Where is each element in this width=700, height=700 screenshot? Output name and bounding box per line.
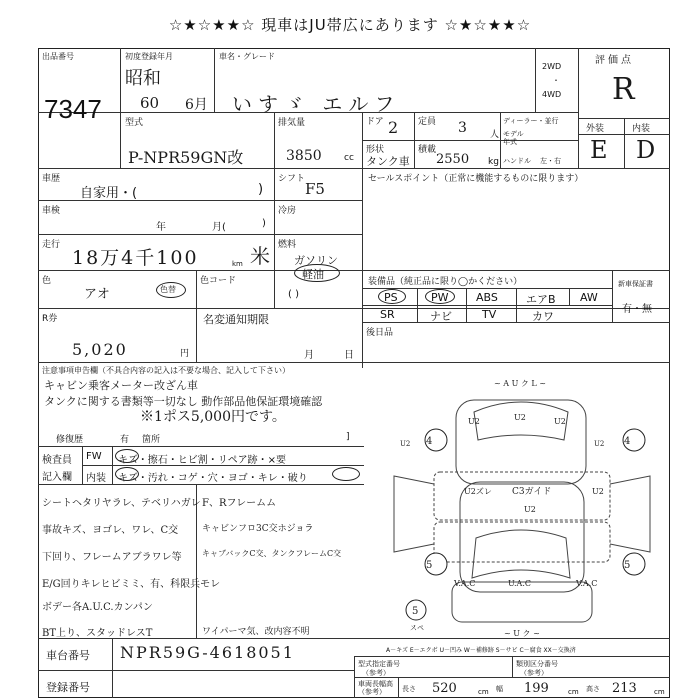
repair-close: ] <box>346 432 350 442</box>
bottom-mark: ~ U ク ~ <box>504 629 540 638</box>
fuel-gas: ガソリン <box>294 254 338 267</box>
remark-left-3: 下回り、フレームアブラワレ等 <box>42 552 182 563</box>
chassis-label: 車台番号 <box>46 649 90 662</box>
shift-label: シフト <box>278 174 306 184</box>
damage-legend: A－キズ E－エクボ U－凹み W－補修跡 S－サビ C－腐食 XX－交換済 <box>386 647 576 654</box>
category-label: 類別区分番号 <box>516 660 558 668</box>
repair-place: 箇所 <box>142 435 161 445</box>
designation-ref: （参考） <box>362 669 390 677</box>
inspection-year: 年 <box>156 222 166 233</box>
drive-4wd: 4WD <box>542 90 562 99</box>
page-banner: ☆★☆★★☆ 現車はJU帯広にあります ☆★☆★★☆ <box>168 16 532 34</box>
equip-leather: カワ <box>532 310 554 323</box>
door-value: 2 <box>388 118 399 137</box>
spare-tire: 5 <box>412 606 419 617</box>
ext-score: E <box>590 136 608 164</box>
car-label: 車名・グレード <box>219 52 275 61</box>
shape-value: タンク車 <box>366 155 410 168</box>
notes-label: 注意事項申告欄（不具合内容の記入は不要な場合、記入して下さい） <box>42 366 290 375</box>
height-unit: cm <box>654 688 665 696</box>
recycle-label: R券 <box>42 314 58 324</box>
chassis-value: NPR59G-4618051 <box>120 643 295 662</box>
drive-dot: ・ <box>552 76 560 85</box>
mark-1: U2 <box>468 417 480 426</box>
dealer-label: ディーラー・並行 <box>503 117 559 125</box>
cap-value: 3 <box>458 120 467 136</box>
lot-number: 7347 <box>44 94 102 124</box>
shape-label: 形状 <box>366 145 385 155</box>
cap-unit: 人 <box>490 130 500 140</box>
mark-3: U2 <box>554 417 566 426</box>
equipment-label: 装備品（純正品に限り◯かください） <box>368 277 523 287</box>
load-value: 2550 <box>436 152 470 167</box>
width-value: 199 <box>524 681 549 696</box>
fw-label: FW <box>86 451 102 462</box>
remark-left-5: ボデー各A.U.C.カンパン <box>42 602 153 613</box>
notice-label: 名変通知期限 <box>203 313 269 326</box>
remark-left-4: E/G回りキレヒビミミ、有、科限兵モレ <box>42 579 221 590</box>
width-unit: cm <box>568 688 579 696</box>
mark-4: U2ズレ <box>464 487 492 496</box>
inspector-label1: 検査員 <box>42 455 72 466</box>
shift-value: F5 <box>305 180 325 198</box>
sales-point-label: セールスポイント（正常に機能するものに限ります） <box>368 174 584 184</box>
mark-2: U2 <box>514 413 526 422</box>
int-label: 内装 <box>632 124 651 134</box>
ext-label: 外装 <box>586 124 605 134</box>
disp-value: 3850 <box>286 148 322 164</box>
score-label: 評価点 <box>595 55 634 66</box>
reg-year: 60 <box>140 94 160 112</box>
fuel-light-oil: 軽油 <box>302 268 324 281</box>
mark-12: U2 <box>594 440 605 448</box>
repair-label: 修復歴 <box>56 435 84 445</box>
tire-fl: 4 <box>426 436 433 447</box>
drive-2wd: 2WD <box>542 62 562 71</box>
height-value: 213 <box>612 681 637 696</box>
fuel-paren: ( ) <box>288 289 299 300</box>
width-label: 幅 <box>496 685 503 693</box>
handle-options: 左・右 <box>540 157 561 165</box>
notice-day: 日 <box>344 350 354 361</box>
top-mark: ~ A U ク L ~ <box>494 379 546 388</box>
regno-label: 登録番号 <box>46 681 90 694</box>
load-unit: kg <box>488 157 499 167</box>
mark-11: U2 <box>400 440 411 448</box>
model-label: 型式 <box>125 118 144 128</box>
mark-7: U2 <box>592 487 604 496</box>
height-label: 高さ <box>586 685 600 693</box>
score-value: R <box>612 72 635 107</box>
recycle-value: 5,020 <box>72 340 128 359</box>
length-value: 520 <box>432 681 457 696</box>
car-damage-diagram <box>364 372 670 662</box>
lot-label: 出品番号 <box>42 52 74 61</box>
attachments-label: 後日品 <box>366 328 394 338</box>
reg-era: 昭和 <box>125 68 161 89</box>
model-year-label: モデル年式 <box>503 130 524 146</box>
length-unit: cm <box>478 688 489 696</box>
mark-9: U.A.C <box>508 579 531 588</box>
color-value: アオ <box>84 287 110 302</box>
notes-line2: タンクに関する書類等一切なし 動作部品他保証環境確認 <box>44 395 323 408</box>
mark-5: C3ガイド <box>512 487 552 497</box>
color-code-label: 色コード <box>200 276 237 286</box>
load-label: 積載 <box>418 145 437 155</box>
equip-airbag: エアB <box>526 293 556 306</box>
int-score: D <box>636 136 656 164</box>
spare-label: スペ <box>410 624 424 632</box>
int-items: キズ・汚れ・コゲ・穴・ヨゴ・キレ・破り <box>118 473 308 484</box>
category-ref: （参考） <box>520 669 548 677</box>
remark-right-4: ワイパーマ気、改内容不明 <box>202 627 310 637</box>
equip-pw: PW <box>431 291 449 304</box>
fw-items: キズ・擦石・ヒビ割・リペア跡・×要 <box>118 455 286 466</box>
mark-10: V.A.C <box>576 579 598 588</box>
equip-navi: ナビ <box>430 310 452 323</box>
mark-6: U2 <box>524 505 536 514</box>
car-name: いすゞ エルフ <box>232 92 401 116</box>
inspection-label: 車検 <box>42 206 61 216</box>
notes-line1: キャビン乗客メーター改ざん車 <box>44 379 198 392</box>
disp-unit: cc <box>344 153 354 163</box>
length-label: 長さ <box>402 685 416 693</box>
mileage-mark: 米 <box>250 244 270 268</box>
mileage-unit: km <box>232 260 243 268</box>
history-label: 車歴 <box>42 174 61 184</box>
door-label: ドア <box>366 117 384 127</box>
model-value: P-NPR59GN改 <box>128 148 244 167</box>
remark-left-2: 事故キズ、ヨゴレ、ワレ、C交 <box>42 525 179 536</box>
remark-right-2: キャビンフロ3C交ホジョラ <box>202 524 314 534</box>
handle-label: ハンドル <box>503 157 531 165</box>
reg-label: 初度登録年月 <box>125 52 173 61</box>
history-value: 自家用・( <box>80 186 138 201</box>
equip-abs: ABS <box>476 291 498 304</box>
color-label: 色 <box>42 276 52 286</box>
notes-line3: ※1ポス5,000円です。 <box>140 409 286 425</box>
designation-label: 型式指定番号 <box>358 660 400 668</box>
repair-value: 有 <box>120 435 130 445</box>
remark-right-1: F、Rフレームム <box>202 498 277 509</box>
mileage-label: 走行 <box>42 240 61 250</box>
tire-rr: 5 <box>624 560 631 571</box>
inspector-label2: 記入欄 <box>42 472 72 483</box>
equip-tv: TV <box>482 308 497 321</box>
dims-label: 車両長幅高（参考） <box>358 680 393 696</box>
tire-rl: 5 <box>426 560 433 571</box>
remark-left-6: BT上り、スタッドレスT <box>42 628 153 639</box>
mark-8: V.A.C <box>454 579 476 588</box>
color-changed: 色替 <box>160 285 176 294</box>
cooler-label: 冷房 <box>278 206 297 216</box>
equip-sr: SR <box>380 308 395 321</box>
inspection-month: 月( <box>212 222 226 233</box>
warranty-value: 有・無 <box>622 304 652 315</box>
equip-ps: PS <box>384 291 398 304</box>
remark-left-1: シートヘタリヤラレ、テベリハガレ <box>42 498 201 509</box>
tire-fr: 4 <box>624 436 631 447</box>
disp-label: 排気量 <box>278 118 306 128</box>
mileage-value: 18万4千100 <box>72 247 199 269</box>
inspection-close: ) <box>262 218 266 229</box>
reg-month: 6月 <box>185 97 208 113</box>
equip-aw: AW <box>580 291 598 304</box>
recycle-unit: 円 <box>180 349 190 359</box>
fuel-label: 燃料 <box>278 240 297 250</box>
int-label-row: 内装 <box>86 473 106 484</box>
cap-label: 定員 <box>418 117 437 127</box>
history-close: ) <box>258 182 264 197</box>
warranty-label: 新車保証書 <box>618 280 653 288</box>
remark-right-3: キャブバックC交、タンクフレームC交 <box>202 549 342 558</box>
notice-month: 月 <box>304 350 314 361</box>
